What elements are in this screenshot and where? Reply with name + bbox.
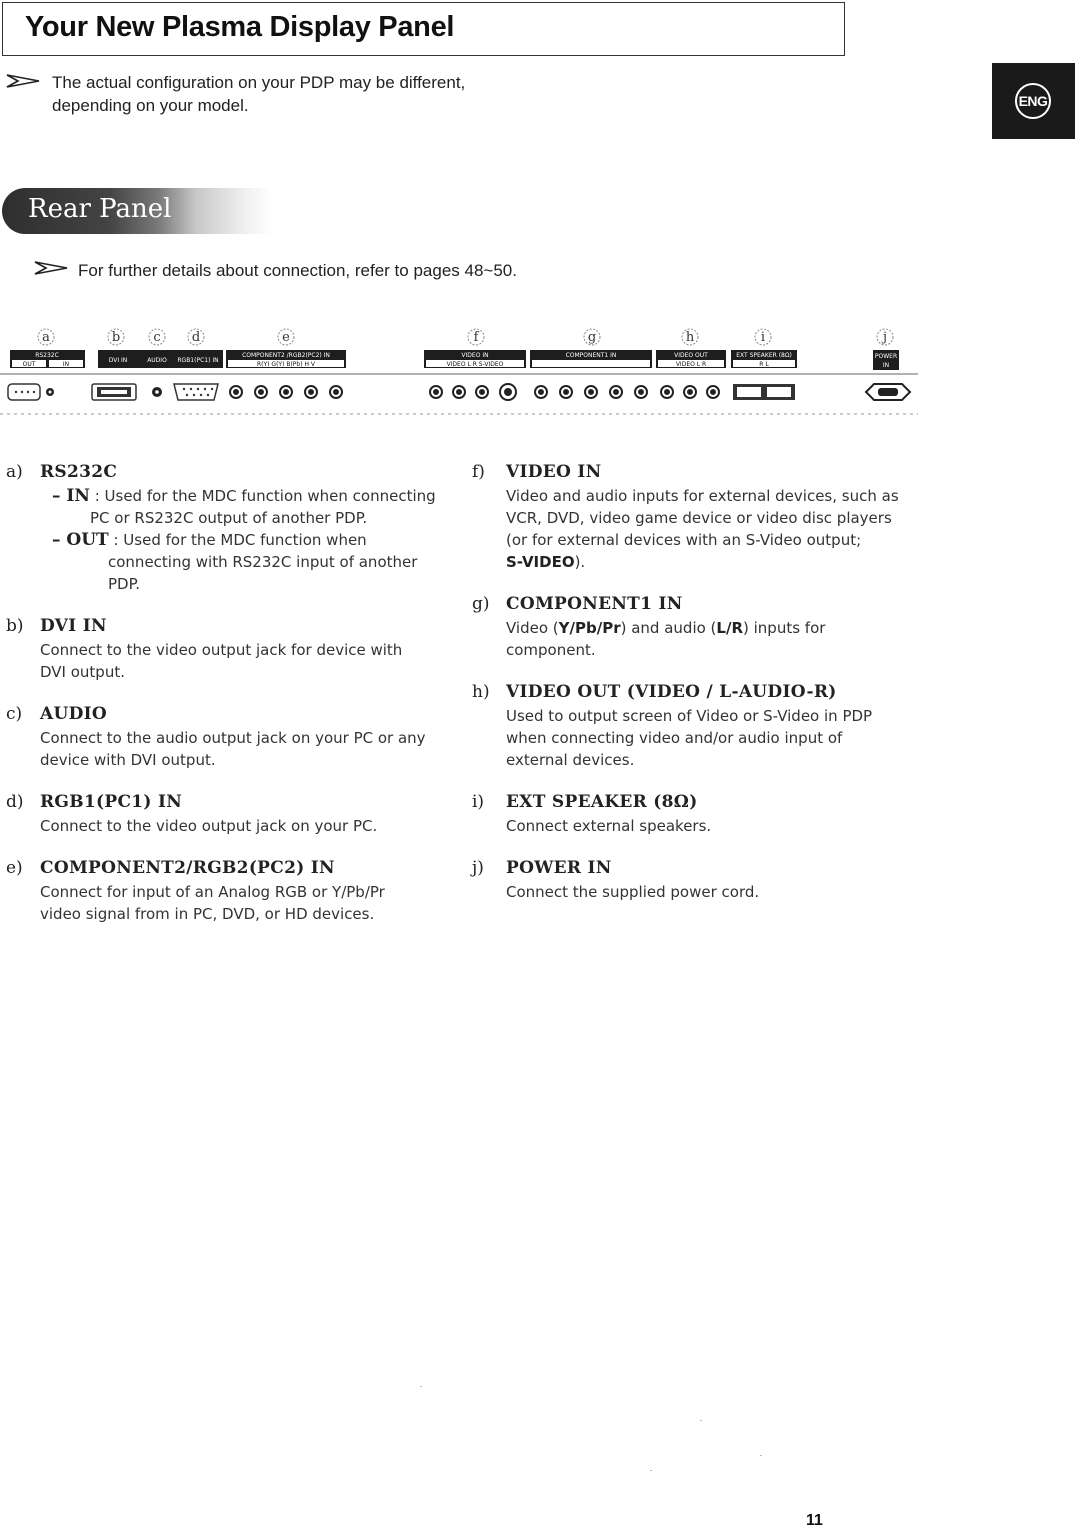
label-power: POWER bbox=[874, 353, 898, 360]
callout-d: d bbox=[191, 330, 201, 345]
item-text: video signal from in PC, DVD, or HD devices. bbox=[40, 905, 375, 923]
ypbpr-term: Y/Pb/Pr bbox=[558, 619, 621, 637]
item-text: DVI output. bbox=[40, 663, 125, 681]
item-text: ). bbox=[574, 553, 586, 571]
item-heading: EXT SPEAKER (8Ω) bbox=[506, 792, 698, 812]
note-arrow-icon bbox=[6, 73, 40, 89]
lr-term: L/R bbox=[716, 619, 743, 637]
item-marker: b) bbox=[6, 616, 24, 636]
section-title: Rear Panel bbox=[28, 194, 172, 224]
item-text: Connect external speakers. bbox=[506, 817, 712, 835]
item-text: Connect for input of an Analog RGB or Y/Pb/Pr bbox=[40, 883, 385, 901]
label-video-out-sub: VIDEO L R bbox=[675, 361, 707, 368]
item-heading: AUDIO bbox=[40, 704, 108, 724]
connector-ext-speaker bbox=[733, 384, 795, 400]
language-tab bbox=[992, 63, 1075, 139]
section-banner bbox=[2, 188, 272, 234]
callout-a: a bbox=[42, 330, 50, 345]
label-audio: AUDIO bbox=[147, 357, 167, 364]
scan-speck bbox=[650, 1470, 652, 1471]
label-video-out: VIDEO OUT bbox=[674, 352, 708, 359]
label-component2: COMPONENT2 /RGB2(PC2) IN bbox=[242, 352, 330, 359]
connector-power bbox=[866, 384, 910, 400]
callout-e: e bbox=[282, 330, 290, 345]
details-arrow-icon bbox=[34, 260, 68, 276]
item-heading: RS232C bbox=[40, 462, 118, 482]
label-rs232c-in: IN bbox=[62, 361, 70, 368]
label-rs232c: RS232C bbox=[35, 352, 59, 359]
config-note-line1: The actual configuration on your PDP may be different, bbox=[52, 73, 466, 92]
item-text: device with DVI output. bbox=[40, 751, 216, 769]
scan-speck bbox=[420, 1386, 422, 1387]
item-text: when connecting video and/or audio input of bbox=[506, 729, 843, 747]
rs232c-out-text-2: connecting with RS232C input of another bbox=[108, 553, 418, 571]
callout-c: c bbox=[153, 330, 161, 345]
label-rs232c-out: OUT bbox=[22, 361, 36, 368]
details-note: For further details about connection, refer to pages 48~50. bbox=[78, 261, 517, 280]
label-ext-speaker: EXT SPEAKER (8Ω) bbox=[736, 352, 792, 359]
item-text: (or for external devices with an S-Video output; bbox=[506, 531, 862, 549]
item-heading: POWER IN bbox=[506, 858, 612, 878]
label-dvi-in: DVI IN bbox=[108, 357, 128, 364]
item-heading: VIDEO OUT (VIDEO / L-AUDIO-R) bbox=[506, 682, 837, 702]
connector-audio bbox=[152, 387, 162, 397]
connector-video-out-jacks bbox=[661, 386, 719, 398]
label-power-in: IN bbox=[882, 362, 890, 369]
rs232c-out-text-3: PDP. bbox=[108, 575, 141, 593]
label-component1: COMPONENT1 IN bbox=[565, 352, 617, 359]
item-text: Connect to the audio output jack on your PC or any bbox=[40, 729, 426, 747]
item-marker: j) bbox=[472, 858, 484, 878]
item-heading: DVI IN bbox=[40, 616, 107, 636]
item-heading: RGB1(PC1) IN bbox=[40, 792, 183, 812]
item-marker: d) bbox=[6, 792, 24, 812]
callout-f: f bbox=[473, 330, 479, 345]
item-marker: e) bbox=[6, 858, 23, 878]
page-number: 11 bbox=[806, 1512, 823, 1529]
scan-speck bbox=[760, 1455, 762, 1456]
item-marker: f) bbox=[472, 462, 485, 482]
label-video-in: VIDEO IN bbox=[461, 352, 489, 359]
connector-rs232c bbox=[8, 384, 54, 400]
rs232c-out-label: – OUT bbox=[52, 530, 109, 550]
scan-speck bbox=[700, 1420, 702, 1421]
item-marker: i) bbox=[472, 792, 485, 812]
item-text: Video and audio inputs for external devices, such as bbox=[506, 487, 899, 505]
config-note bbox=[52, 71, 465, 117]
language-badge: ENG bbox=[1015, 83, 1051, 119]
item-text: Connect to the video output jack for device with bbox=[40, 641, 403, 659]
connector-rgb1 bbox=[174, 384, 218, 400]
title-box bbox=[2, 2, 845, 56]
item-text: component. bbox=[506, 641, 596, 659]
item-text: ) inputs for bbox=[743, 619, 826, 637]
connector-video-in-jacks bbox=[430, 384, 516, 400]
label-video-in-sub: VIDEO L R S-VIDEO bbox=[446, 361, 504, 368]
rear-panel-diagram bbox=[0, 322, 918, 434]
item-marker: c) bbox=[6, 704, 23, 724]
callout-i: i bbox=[760, 330, 766, 345]
item-marker: g) bbox=[472, 594, 490, 614]
item-heading: COMPONENT2/RGB2(PC2) IN bbox=[40, 858, 335, 878]
label-rgb1: RGB1(PC1) IN bbox=[177, 357, 219, 364]
rs232c-out-text: : Used for the MDC function when bbox=[113, 531, 367, 549]
rs232c-in-label: – IN bbox=[52, 486, 90, 506]
config-note-line2: depending on your model. bbox=[52, 96, 249, 115]
callout-b: b bbox=[111, 330, 121, 345]
item-text: Video ( bbox=[506, 619, 559, 637]
item-text: Connect the supplied power cord. bbox=[506, 883, 760, 901]
callout-j: j bbox=[882, 330, 888, 345]
callout-h: h bbox=[685, 330, 695, 345]
s-video-term: S-VIDEO bbox=[506, 553, 575, 571]
item-marker: h) bbox=[472, 682, 490, 702]
label-component2-sub: R(Y) G(Y) B(Pb) H V bbox=[257, 361, 315, 368]
item-heading: COMPONENT1 IN bbox=[506, 594, 683, 614]
connector-component1-jacks bbox=[535, 386, 647, 398]
rs232c-in-text: : Used for the MDC function when connecting bbox=[94, 487, 436, 505]
callout-g: g bbox=[587, 330, 597, 345]
item-text: Connect to the video output jack on your PC. bbox=[40, 817, 378, 835]
rs232c-in-text-2: PC or RS232C output of another PDP. bbox=[90, 509, 368, 527]
connector-dvi bbox=[92, 384, 136, 400]
item-text: external devices. bbox=[506, 751, 635, 769]
item-marker: a) bbox=[6, 462, 23, 482]
label-ext-speaker-sub: R L bbox=[759, 361, 769, 368]
item-text: VCR, DVD, video game device or video disc players bbox=[506, 509, 892, 527]
item-text: ) and audio ( bbox=[620, 619, 717, 637]
item-heading: VIDEO IN bbox=[506, 462, 602, 482]
page-title: Your New Plasma Display Panel bbox=[25, 11, 455, 43]
item-text: Used to output screen of Video or S-Video in PDP bbox=[506, 707, 873, 725]
connector-component2-jacks bbox=[230, 386, 342, 398]
